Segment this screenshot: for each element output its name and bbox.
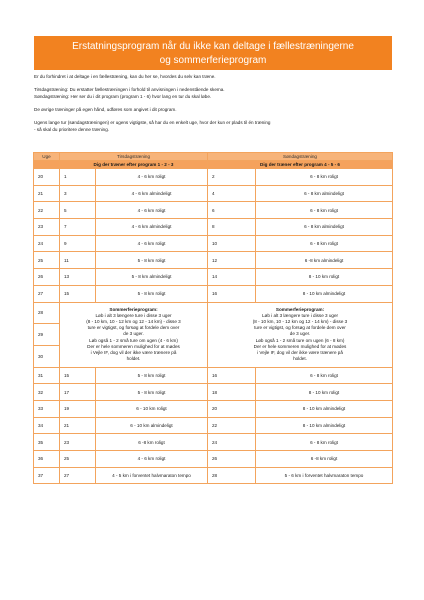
table-row xyxy=(34,417,393,434)
sunday-program-number: 18 xyxy=(208,384,256,401)
sunday-description: 6 - 8 km almindeligt xyxy=(256,219,393,236)
tuesday-description: 6 -8 km roligt xyxy=(96,434,208,451)
summer-program-line: holdet. xyxy=(293,356,307,362)
summer-program-line: Løb også 1 - 2 små ture om ugen (4 - 6 km) xyxy=(89,337,178,343)
tuesday-program-number: 11 xyxy=(60,252,96,269)
table-row xyxy=(34,169,393,186)
tuesday-program-number: 7 xyxy=(60,219,96,236)
table-row xyxy=(34,185,393,202)
sunday-description: 8 - 10 km almindeligt xyxy=(256,400,393,417)
sunday-description: 6 - 8 km roligt xyxy=(256,367,393,384)
intro-spacer xyxy=(34,100,394,107)
tuesday-program-number: 15 xyxy=(60,285,96,302)
week-number: 24 xyxy=(34,235,60,252)
week-number: 31 xyxy=(34,367,60,384)
sunday-program-number: 16 xyxy=(208,367,256,384)
summer-program-line: holdet. xyxy=(126,356,141,362)
sunday-program-number: 8 xyxy=(208,219,256,236)
table-row xyxy=(34,235,393,252)
training-table xyxy=(33,152,393,484)
intro-paragraph: Tirsdagstræning: Du erstatter fællestræningen i forhold til anvisningen i nedenstående skema. xyxy=(34,87,225,93)
sunday-description: 6 - 8 km roligt xyxy=(256,434,393,451)
tuesday-description: 5 - 8 km roligt xyxy=(96,285,208,302)
sunday-program-number: 12 xyxy=(208,252,256,269)
sunday-description: 8 - 10 km almindeligt xyxy=(256,285,393,302)
tuesday-description: 4 - 6 km roligt xyxy=(96,169,208,186)
table-row xyxy=(34,367,393,384)
title-line-2: og sommerferieprogram xyxy=(159,55,267,66)
sunday-description: 6 -8 km roligt xyxy=(256,451,393,468)
sunday-subheader: Dig der træner efter program 4 - 5 - 6 xyxy=(208,161,393,169)
week-number: 34 xyxy=(34,417,60,434)
week-header: Uge xyxy=(34,153,60,161)
tuesday-description: 6 - 10 km roligt xyxy=(96,400,208,417)
tuesday-description: 4 - 6 km roligt xyxy=(96,235,208,252)
summer-program-line: Der er hele sommeren mulighed for at mødes xyxy=(87,343,180,349)
table-row xyxy=(34,384,393,401)
table-row xyxy=(34,252,393,269)
summer-row xyxy=(34,302,393,324)
tuesday-program-number: 5 xyxy=(60,202,96,219)
intro-text xyxy=(34,74,394,133)
week-number: 26 xyxy=(34,269,60,286)
tuesday-program-number: 25 xyxy=(60,451,96,468)
tuesday-program-number: 23 xyxy=(60,434,96,451)
week-number: 35 xyxy=(34,434,60,451)
summer-program-line: de 3 uger. xyxy=(289,331,311,337)
summer-program-line: (8 - 10 km, 10 - 12 km og 12 - 14 km) - disse 3 xyxy=(86,319,181,325)
week-number: 20 xyxy=(34,169,60,186)
week-number: 21 xyxy=(34,185,60,202)
sunday-program-number: 22 xyxy=(208,417,256,434)
sunday-program-number: 2 xyxy=(208,169,256,186)
summer-program-sunday xyxy=(208,302,393,367)
tuesday-description: 4 - 6 km roligt xyxy=(96,202,208,219)
tuesday-header: Tirsdagstræning xyxy=(60,153,208,161)
sunday-description: 8 - 10 km almindeligt xyxy=(256,417,393,434)
sunday-program-number: 6 xyxy=(208,202,256,219)
title-banner xyxy=(34,36,392,70)
sunday-description: 8 - 10 km roligt xyxy=(256,384,393,401)
intro-paragraph: De øvrige træninger på egen hånd, udføres som angivet i dit program. xyxy=(34,106,177,112)
summer-program-line: i Vejle IF, dog vil der ikke være trænere på xyxy=(257,350,343,356)
intro-paragraph: Er du forhindret i at deltage i en fællestræning, kan du her se, hvordes du selv kan træne. xyxy=(34,74,216,79)
sunday-program-number: 20 xyxy=(208,400,256,417)
tuesday-description: 6 - 10 km almindeligt xyxy=(96,417,208,434)
sunday-program-number: 28 xyxy=(208,467,256,484)
sunday-program-number: 24 xyxy=(208,434,256,451)
week-number: 27 xyxy=(34,285,60,302)
summer-program-title: Sommerferieprogram: xyxy=(275,306,325,312)
week-number: 32 xyxy=(34,384,60,401)
tuesday-description: 5 - 8 km roligt xyxy=(96,367,208,384)
summer-program-line: Løb i alt 3 længere ture i disse 3 uger xyxy=(95,312,172,318)
tuesday-description: 5 - 8 km roligt xyxy=(96,252,208,269)
sunday-description: 5 - 6 km i forventet halvmaraton tempo xyxy=(256,467,393,484)
summer-program-line: ture er vigtigst, og forsøg at fordele dem over xyxy=(87,325,180,331)
subheader-spacer xyxy=(34,161,60,169)
sunday-description: 8 - 10 km roligt xyxy=(256,269,393,286)
intro-paragraph: Søndagstræning: Her ser du i dit program (program 1 - 6) hvor lang en tur du skal løbe. xyxy=(34,93,212,99)
summer-program-line: de 3 uger. xyxy=(123,331,144,337)
week-number: 33 xyxy=(34,400,60,417)
sunday-program-number: 26 xyxy=(208,451,256,468)
tuesday-subheader: Dig der træner efter program 1 - 2 - 3 xyxy=(60,161,208,169)
tuesday-description: 4 - 6 km roligt xyxy=(96,451,208,468)
summer-program-line: Løb i alt 3 længere ture i disse 3 uger xyxy=(261,312,339,318)
week-number: 28 xyxy=(34,302,60,324)
table-row xyxy=(34,285,393,302)
summer-program-line: Løb også 1 - 2 små ture om ugen (6 - 8 km) xyxy=(255,337,345,343)
table-header-row xyxy=(34,153,393,161)
sunday-description: 6 - 8 km almindeligt xyxy=(256,185,393,202)
sunday-description: 6 -8 km almindeligt xyxy=(256,252,393,269)
summer-program-line: ture er vigtigst, og forsøg at fordele dem over xyxy=(254,325,346,331)
tuesday-program-number: 21 xyxy=(60,417,96,434)
title-line-1: Erstatningsprogram når du ikke kan deltage i fællestræningerne xyxy=(72,41,354,52)
week-number: 22 xyxy=(34,202,60,219)
summer-program-title: Sommerferieprogram: xyxy=(109,306,158,312)
summer-program-line: (8 - 10 km, 10 - 12 km og 12 - 14 km) - disse 3 xyxy=(252,319,348,325)
summer-program-line: i Vejle IF, dog vil der ikke være trænere på xyxy=(90,350,177,356)
sunday-header: Søndagstræning xyxy=(208,153,393,161)
tuesday-program-number: 27 xyxy=(60,467,96,484)
table-row xyxy=(34,434,393,451)
table-row xyxy=(34,269,393,286)
week-number: 23 xyxy=(34,219,60,236)
tuesday-program-number: 1 xyxy=(60,169,96,186)
sunday-program-number: 16 xyxy=(208,285,256,302)
table-row xyxy=(34,202,393,219)
tuesday-program-number: 13 xyxy=(60,269,96,286)
tuesday-description: 4 - 6 km almindeligt xyxy=(96,185,208,202)
week-number: 29 xyxy=(34,324,60,346)
summer-program-line: Der er hele sommeren mulighed for at mødes xyxy=(253,343,347,349)
summer-program-tuesday xyxy=(60,302,208,367)
sunday-description: 6 - 8 km roligt xyxy=(256,235,393,252)
tuesday-description: 5 - 8 km almindeligt xyxy=(96,269,208,286)
tuesday-program-number: 3 xyxy=(60,185,96,202)
tuesday-description: 4 - 5 km i forventet halvmaraton tempo xyxy=(96,467,208,484)
table-row xyxy=(34,400,393,417)
sunday-description: 6 - 8 km roligt xyxy=(256,169,393,186)
tuesday-description: 4 - 6 km almindeligt xyxy=(96,219,208,236)
intro-paragraph: Ugens lange tur (søndagstræningen) er ugens vigtigste, så har du en enkelt uge, hvor der kun er plads til én træning xyxy=(34,120,271,126)
table-subheader-row xyxy=(34,161,393,169)
tuesday-description: 5 - 8 km roligt xyxy=(96,384,208,401)
tuesday-program-number: 15 xyxy=(60,367,96,384)
sunday-program-number: 10 xyxy=(208,235,256,252)
sunday-description: 6 - 8 km roligt xyxy=(256,202,393,219)
week-number: 25 xyxy=(34,252,60,269)
intro-paragraph: - så skal du prioritere denne træning. xyxy=(34,126,110,132)
week-number: 30 xyxy=(34,345,60,367)
week-number: 36 xyxy=(34,451,60,468)
table-row xyxy=(34,451,393,468)
table-row xyxy=(34,219,393,236)
table-row xyxy=(34,467,393,484)
week-number: 37 xyxy=(34,467,60,484)
tuesday-program-number: 17 xyxy=(60,384,96,401)
tuesday-program-number: 19 xyxy=(60,400,96,417)
sunday-program-number: 4 xyxy=(208,185,256,202)
sunday-program-number: 14 xyxy=(208,269,256,286)
tuesday-program-number: 9 xyxy=(60,235,96,252)
